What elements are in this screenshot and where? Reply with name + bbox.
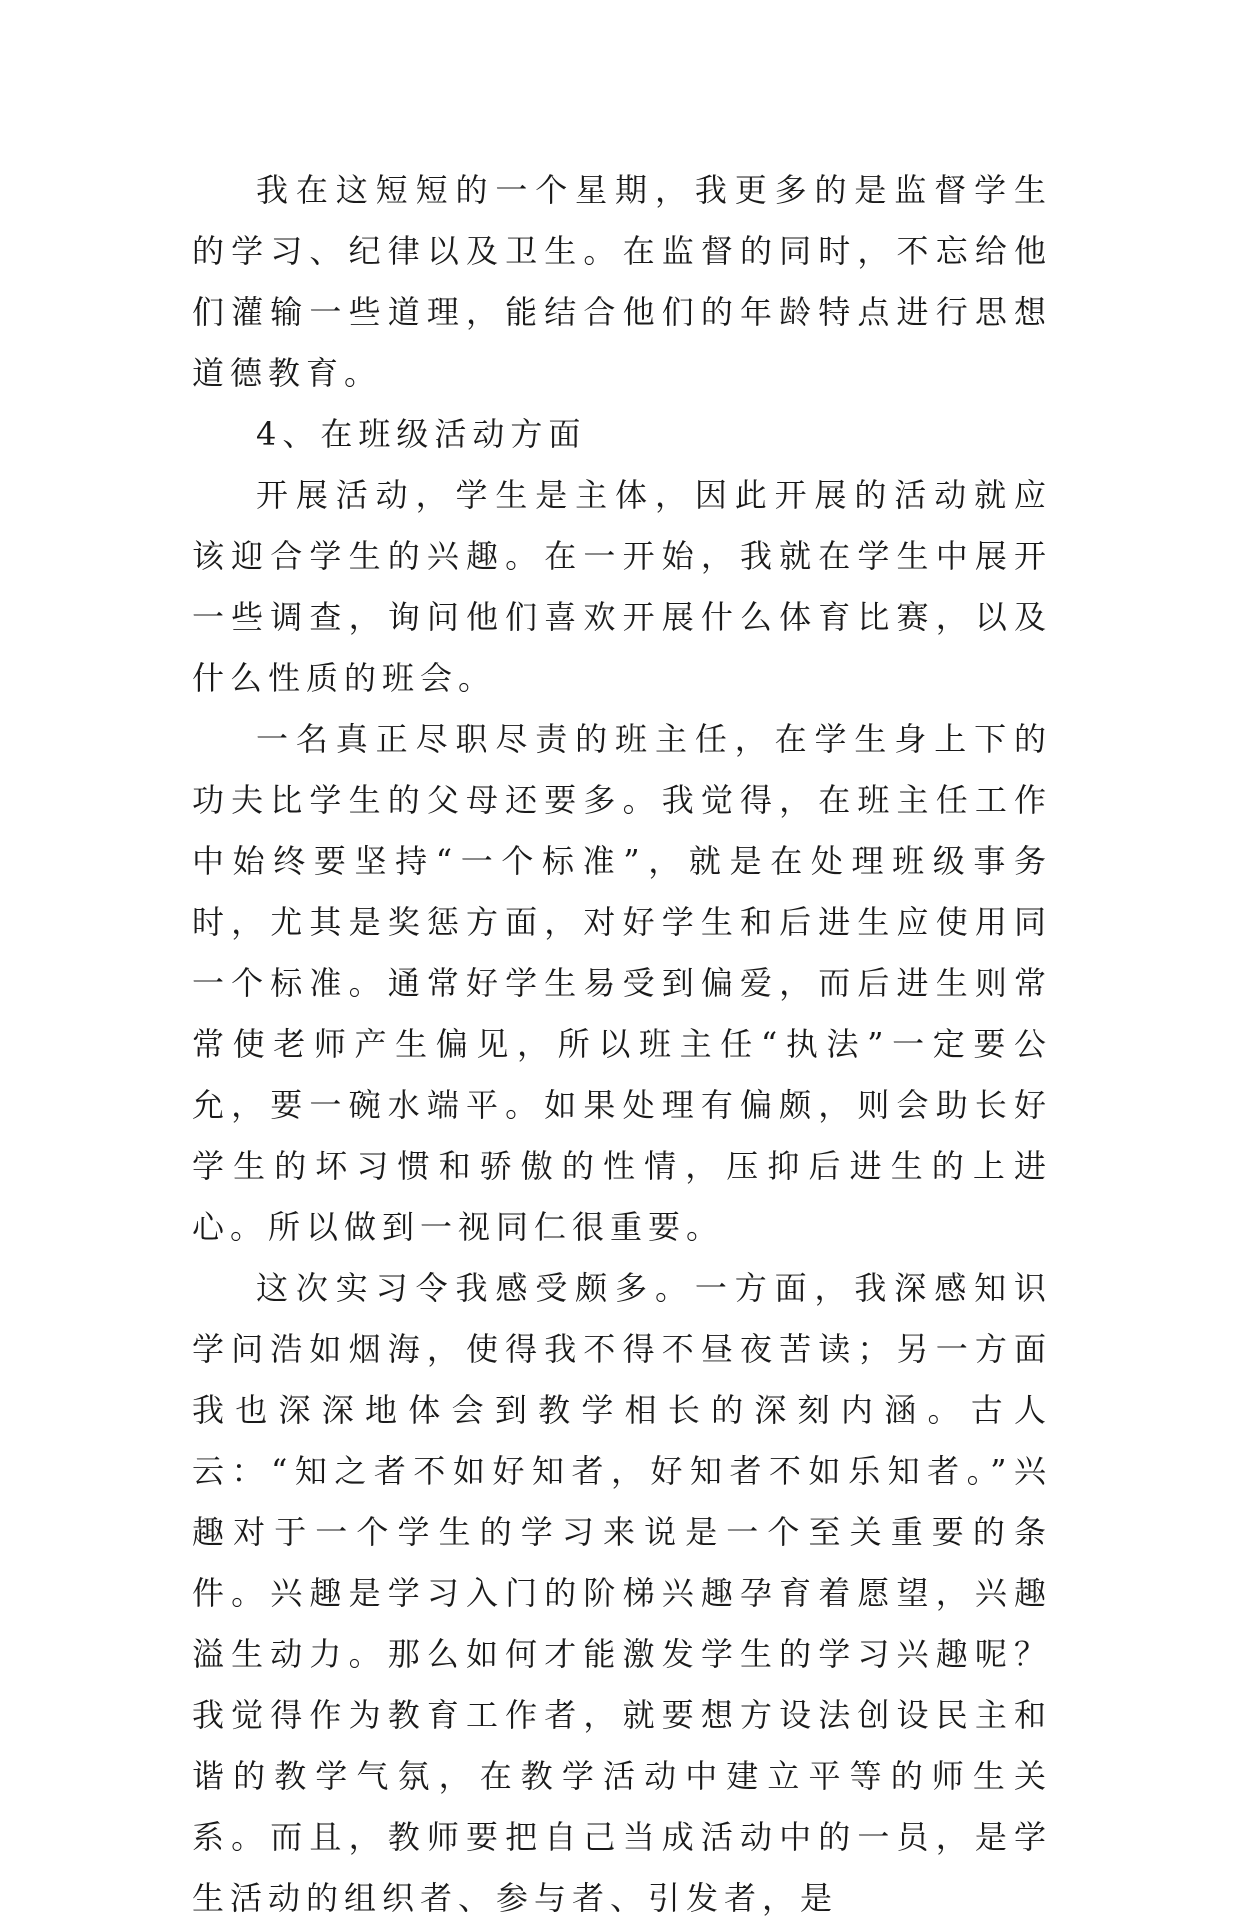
paragraph-one-standard: 一名真正尽职尽责的班主任，在学生身上下的功夫比学生的父母还要多。我觉得，在班主任工作中始终要坚持“一个标准”，就是在处理班级事务时，尤其是奖惩方面，对好学生和后进生应使用同一个标准。通常好学生易受到偏爱，而后进生则常常使老师产生偏见，所以班主任“执法”一定要公允，要一碗水端平。如果处理有偏颇，则会助长好学生的坏习惯和骄傲的性情，压抑后进生的上进心。所以做到一视同仁很重要。 xyxy=(192,720,1052,1246)
paragraph-supervision: 我在这短短的一个星期，我更多的是监督学生的学习、纪律以及卫生。在监督的同时，不忘给他们灌输一些道理，能结合他们的年龄特点进行思想道德教育。 xyxy=(192,171,1052,392)
section-heading-class-activities: 4、在班级活动方面 xyxy=(256,415,587,453)
document-body xyxy=(192,160,1052,1929)
paragraph-internship-reflection: 这次实习令我感受颇多。一方面，我深感知识学问浩如烟海，使得我不得不昼夜苦读；另一方面我也深深地体会到教学相长的深刻内涵。古人云：“知之者不如好知者，好知者不如乐知者。”兴趣对于一个学生的学习来说是一个至关重要的条件。兴趣是学习入门的阶梯兴趣孕育着愿望，兴趣溢生动力。那么如何才能激发学生的学习兴趣呢？我觉得作为教育工作者，就要想方设法创设民主和谐的教学气氛，在教学活动中建立平等的师生关系。而且，教师要把自己当成活动中的一员，是学生活动的组织者、参与者、引发者，是 xyxy=(192,1269,1052,1917)
paragraph-activities: 开展活动，学生是主体，因此开展的活动就应该迎合学生的兴趣。在一开始，我就在学生中展开一些调查，询问他们喜欢开展什么体育比赛，以及什么性质的班会。 xyxy=(192,476,1052,697)
